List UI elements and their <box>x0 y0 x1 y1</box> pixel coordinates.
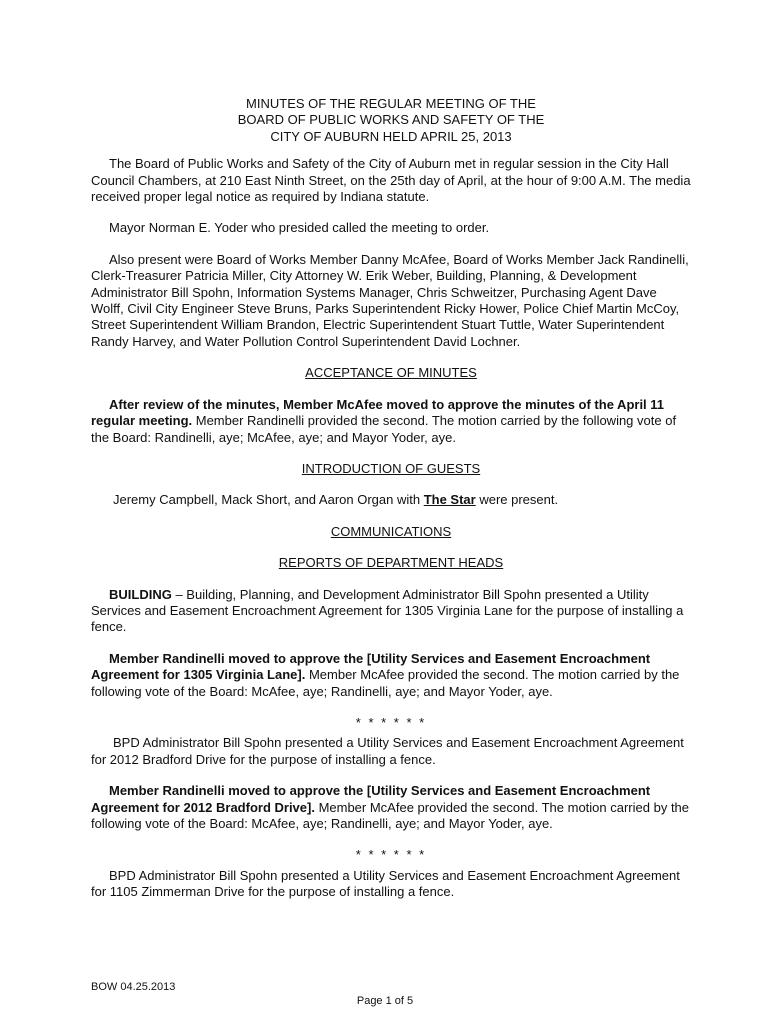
footer-document-id: BOW 04.25.2013 <box>91 981 176 993</box>
guests-paragraph <box>91 492 691 508</box>
meeting-title <box>91 96 691 145</box>
title-line-2: BOARD OF PUBLIC WORKS AND SAFETY OF THE <box>237 112 545 128</box>
motion-2012-bradford <box>91 783 691 832</box>
newspaper-name: The Star <box>423 492 476 508</box>
building-label: BUILDING <box>109 586 172 602</box>
communications-heading <box>91 524 691 540</box>
building-paragraph <box>91 587 691 636</box>
reports-heading <box>91 555 691 571</box>
motion-2012-vote: Member McAfee provided the second. The motion carried by the following vote of the Board: McAfee, aye; Randinelli, aye; and Mayor Yoder, aye. <box>91 799 690 831</box>
page-number: Page 1 of 5 <box>356 995 414 1007</box>
motion-1305-bold: Member Randinelli moved to approve the [Utility Services and Easement Encroachment Agreement for 1305 Virginia Lane]. <box>91 650 651 683</box>
mayor-paragraph: Mayor Norman E. Yoder who presided called the meeting to order. <box>109 220 490 236</box>
guests-suffix: were present. <box>475 492 559 508</box>
guests-names: Jeremy Campbell, Mack Short, and Aaron Organ with <box>113 492 424 508</box>
acceptance-paragraph <box>91 397 691 446</box>
title-line-3: CITY OF AUBURN HELD APRIL 25, 2013 <box>270 128 512 144</box>
document-body <box>91 96 691 901</box>
title-line-1: MINUTES OF THE REGULAR MEETING OF THE <box>246 96 536 111</box>
separator-stars-2: * * * * * * <box>355 847 427 863</box>
guests-heading-text: INTRODUCTION OF GUESTS <box>301 460 481 476</box>
motion-2012-bold: Member Randinelli moved to approve the [Utility Services and Easement Encroachment Agreement for 2012 Bradford Drive]. <box>91 783 651 815</box>
motion-1305-virginia <box>91 651 691 700</box>
bpd-1105-zimmerman: BPD Administrator Bill Spohn presented a Utility Services and Easement Encroachment Agreement for 1105 Zimmerman Drive for the purpose of installing a fence. <box>91 867 680 900</box>
reports-heading-text: REPORTS OF DEPARTMENT HEADS <box>278 555 504 571</box>
guests-heading <box>91 461 691 477</box>
separator-stars-1: * * * * * * <box>355 714 427 730</box>
motion-1305-vote: Member McAfee provided the second. The motion carried by the following vote of the Board: McAfee, aye; Randinelli, aye; and Mayor Yoder, aye. <box>91 667 680 699</box>
intro-paragraph: The Board of Public Works and Safety of the City of Auburn met in regular session in the City Hall Council Chambers, at 210 East Ninth Street, on the 25th day of April, at the hour of 9:00 A.M. The media received proper legal notice as required by Indiana statute. <box>91 156 691 205</box>
acceptance-heading <box>91 365 691 381</box>
building-text: – Building, Planning, and Development Administrator Bill Spohn presented a Utility Services and Easement Encroachment Agreement for 1305 Virginia Lane for the purpose of installing a fence. <box>91 586 684 635</box>
acceptance-heading-text: ACCEPTANCE OF MINUTES <box>305 365 477 381</box>
acceptance-motion: After review of the minutes, Member McAfee moved to approve the minutes of the April 11 regular meeting. <box>91 396 665 429</box>
communications-heading-text: COMMUNICATIONS <box>330 523 452 539</box>
acceptance-vote: Member Randinelli provided the second. The motion carried by the following vote of the Board: Randinelli, aye; McAfee, aye; and Mayor Yoder, aye. <box>91 413 677 445</box>
attendees-paragraph: Also present were Board of Works Member Danny McAfee, Board of Works Member Jack Randinelli, Clerk-Treasurer Patricia Miller, City Attorney W. Erik Weber, Building, Planning, & Development Administrator Bill Spohn, Information Systems Manager, Chris Schweitzer, Purchasing Agent Dave Wolff, Civil City Engineer Steve Bruns, Parks Superintendent Ricky Hower, Police Chief Martin McCoy, Street Superintendent William Brandon, Electric Superintendent Stuart Tuttle, Water Superintendent Randy Harvey, and Water Pollution Control Superintendent David Lochner. <box>91 251 689 349</box>
bpd-2012-bradford: BPD Administrator Bill Spohn presented a Utility Services and Easement Encroachment Agreement for 2012 Bradford Drive for the purpose of installing a fence. <box>91 735 684 767</box>
